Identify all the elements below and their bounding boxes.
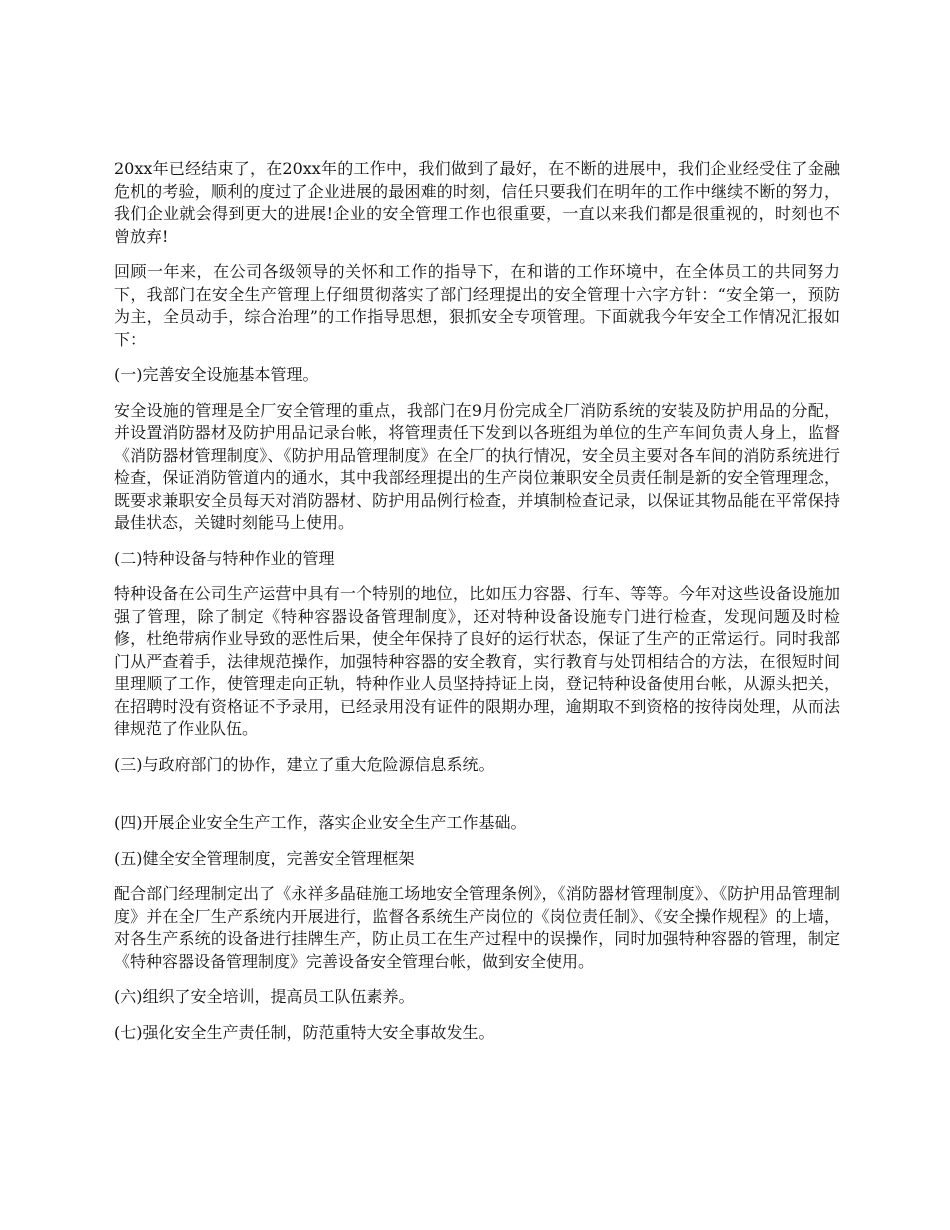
document-body <box>114 158 840 1057</box>
section-heading-7: (七)强化安全生产责任制，防范重特大安全事故发生。 <box>114 1022 495 1042</box>
section-heading-6: (六)组织了安全培训，提高员工队伍素养。 <box>114 987 415 1006</box>
special-equipment-paragraph: 特种设备在公司生产运营中具有一个特别的地位，比如压力容器、行车、等等。今年对这些设备设施加强了管理，除了制定《特种容器设备管理制度》，还对特种设备设施专门进行检查，发现问题及时检修，杜绝带病作业导致的恶性后果，使全年保持了良好的运行状态，保证了生产的正常运行。同时我部门从严查着手，法律规范操作，加强特种容器的安全教育，实行教育与处罚相结合的方法，在很短时间里理顺了工作，使管理走向正轨，特种作业人员坚持持证上岗，登记特种设备使用台帐，从源头把关，在招聘时没有资格证不予录用，已经录用没有证件的限期办理，逾期取不到资格的按待岗处理，从而法律规范了作业队伍。 <box>114 584 840 738</box>
intro-paragraph: 20xx年已经结束了，在20xx年的工作中，我们做到了最好，在不断的进展中，我们企业经受住了金融危机的考验，顺利的度过了企业进展的最困难的时刻，信任只要我们在明年的工作中继续不断的努力，我们企业就会得到更大的进展!企业的安全管理工作也很重要，一直以来我们都是很重视的，时刻也不曾放弃! <box>114 159 840 246</box>
section-heading-4: (四)开展企业安全生产工作，落实企业安全生产工作基础。 <box>114 813 527 832</box>
safety-facilities-paragraph: 安全设施的管理是全厂安全管理的重点，我部门在9月份完成全厂消防系统的安装及防护用品的分配，并设置消防器材及防护用品记录台帐，将管理责任下发到以各班组为单位的生产车间负责人身上，监督《消防器材管理制度》、《防护用品管理制度》在全厂的执行情况，安全员主要对各车间的消防系统进行检查，保证消防管道内的通水，其中我部经理提出的生产岗位兼职安全员责任制是新的安全管理理念，既要求兼职安全员每天对消防器材、防护用品例行检查，并填制检查记录，以保证其物品能在平常保持最佳状态，关键时刻能马上使用。 <box>114 400 840 532</box>
blank-spacer <box>114 789 840 812</box>
section-heading-5: (五)健全安全管理制度，完善安全管理框架 <box>114 848 415 868</box>
review-paragraph: 回顾一年来，在公司各级领导的关怀和工作的指导下，在和谐的工作环境中，在全体员工的共同努力下，我部门在安全生产管理上仔细贯彻落实了部门经理提出的安全管理十六字方针：“安全第一，预防为主，全员动手，综合治理”的工作指导思想，狠抓安全专项管理。下面就我今年安全工作情况汇报如下： <box>114 262 840 349</box>
section-heading-3: (三)与政府部门的协作，建立了重大危险源信息系统。 <box>114 754 495 774</box>
section-heading-2: (二)特种设备与特种作业的管理 <box>114 548 335 568</box>
management-system-paragraph: 配合部门经理制定出了《永祥多晶硅施工场地安全管理条例》，《消防器材管理制度》、《防护用品管理制度》并在全厂生产系统内开展进行，监督各系统生产岗位的《岗位责任制》、《安全操作规程》的上墙，对各生产系统的设备进行挂牌生产，防止员工在生产过程中的误操作，同时加强特种容器的管理，制定《特种容器设备管理制度》完善设备安全管理台帐，做到安全使用。 <box>114 884 840 971</box>
section-heading-1: (一)完善安全设施基本管理。 <box>114 365 319 384</box>
